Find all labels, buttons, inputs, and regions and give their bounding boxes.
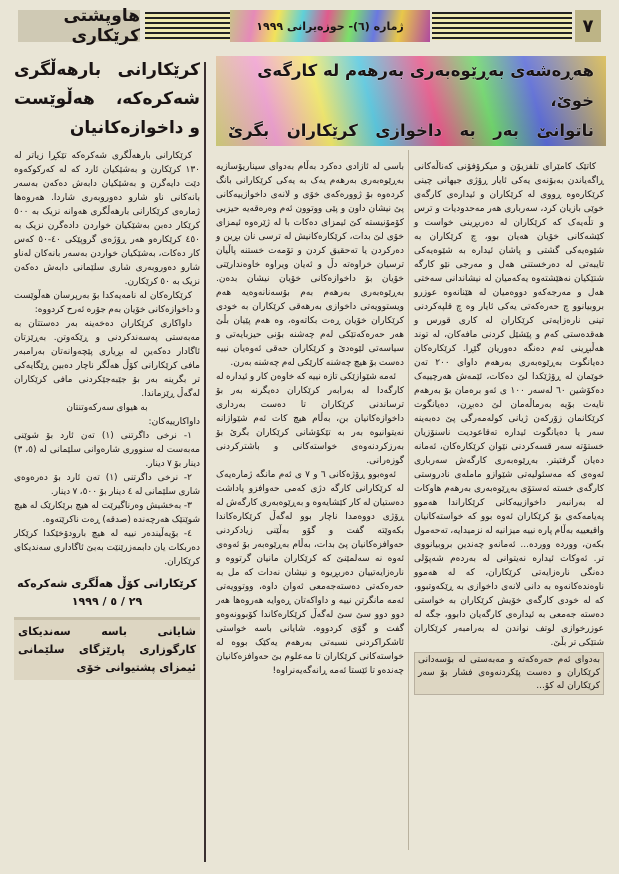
continuation-box: بەدوای ئەم حەرەکەتە و مەبەستی لە بۆسەدانی کرێکاران و دەست پێکردنەوەی فشار بۆ سەر کرێکاران لە کۆ... [414,652,604,695]
paragraph: کرێکارەکان لە نامەیەکدا بۆ بەرپرسان هەڵوێست و داخوازەکانی خۆیان بەم جۆرە ئەرح کردووە: [14,291,200,315]
demand-item: ١- نرخی داگرتنی (١) تەن ئارد بۆ شوێنی مەبەست لە سنووری شارەوانی سلێمانی لە (٥، ٣) دینار بۆ ٧ دینار. [14,431,201,469]
page-number: ٧ [575,10,601,42]
header-stripes-decoration [432,12,572,40]
demand-item: ٤- بۆیەڵیندەر نییە لە هیچ بارودۆخێکدا کرێکار دەربکات یان دابمەزرێنێت بەبێ ئاگاداری سەندیکای کرێکاران. [14,529,200,567]
right-column [414,160,604,695]
left-article-title: کرێکارانی بارهەڵگری شەکرەکە، هەڵوێست و داخوازەکانیان [14,60,200,138]
signature-block [14,575,200,611]
paragraph: ئەوەبوو ڕۆژەکانی ٦ و ٧ ی ئەم مانگە ژمارەیەک لە کرێکارانی کارگە دژی کەمی حەوافزو پاداشت دەستیان لە کار کێشایەوە و بەڕێوەبەری کارگەش لە ڕۆژی دووەمدا ناچار بوو لەگەڵ کرێکارەکاندا بکەوێتە گفت و گۆو بەڵێنی زیادکردنی حەوافزەکانیان پێ بدات، بەڵام بەڕێوەبەر بۆ ئەوەی ئەوە نە سەلمێنێ کە کرێکاران مانیان گرتووە و نارەزایەتییان دەربڕیوە و نیشان نەدات کە مل بە حەرەکەتی دەستەجەمعی ئەوان داوە، ووتوویەتی ئەمە مانگرتن نییە و داواکەتان ڕەوایە هەروەها هەر دوو دوو سێ سێ لەگەڵ کرێکارەکاندا کۆبوونەوەو گفت و گۆی کردووە. شایانی باسە خواستی ئاشکراکردنی نسبەتی بەرهەم یەکێک بووە لە خواستەکانی کرێکاران تا مەعلوم بێ حەوافزەکانیان چەندەو تا ئێستا ئەمە ڕانەگەیەنراوە! [216,470,404,676]
section-title: هاوپشتی کرێکاری [18,10,140,42]
header-stripes-decoration [145,12,230,40]
issue-label: ژماره (٦)- حوزەیرانی ١٩٩٩ [230,10,430,42]
left-article [14,56,200,680]
paragraph: کرێکارانی بارهەڵگری شەکرەکە تێکڕا زیاتر لە ١٣٠ کرێکارن و بەشێکیان ئارد کە لە کەرکوکەوە دێت دایەگرن و بەشێکیان دابەش دەکەن بەسەر بانەکانی ناو شارو دەوروبەری شاردا. هەروەها ژمارەی کرێکارانی بارهەڵگری هەوانە نزیک بە ٥٠٠ کرێکار دەبن بەشێکیان خواردن دادەگرن نزیک بە ٤٥٠ کرێکارەو هەر ڕۆژەی گروپێکی ٤٠-٥٠ کەس کار دەکات، بەشێکیان خواردن بەسەر بانەکان لەناو شارو دەوروبەری شاری سلێمانی دابەش دەکەن نزیک بە ٥٠ کرێکارن. [14,151,200,287]
demand-item: ٣- بەخشیش وەرناگیرێت لە هیچ برێکارێک لە هیچ شوێنێک هەرچەندە (صدقە) ڕەت ناکرێتەوە. [14,501,200,525]
left-article-body [14,149,200,569]
paragraph: باسی لە ئازادی دەکرد بەڵام بەدوای سیناریۆسازیە بەڕێوەبەری بەرهەم یەک بە یەکی کرێکارانی بانگ کردەوە بۆ ژوورەکەی خۆی و لانەی داخوازییەکانی پێ نیشان داون و پێی ووتوون ئەم وەرەقەیە حیزبی کۆمۆنیستە کێ ئیمزای دەکات با لە ژێرەوە ئیمزای خۆی لێ بدات، کرێکارەکانیش لە ترسی نان بڕین و دەرکردن یا تەحقیق کردن و تۆمەت خستنە پاڵیان ترسیان خراوەتە دڵ و ئەیان ویراوە خاوەندارێتی خۆیان بۆ داخوازەکانی خۆیان نیشان بدەن. بەڕێوەبەری بەرهەم بەم بۆسەنانەوەیە هەم ویستوویەتی داخوازی بەرهەقی کرێکاران بە خودی کرێکاران خۆیان ڕەت بکاتەوە، وە هەم پێیان بڵێ هەر حەرەکەتێکی لەم چەشنە بۆنی حیزبایەتی و سیاسەتی لێوەدێ و کرێکاران حەقی ئەوەیان نییە دەست بۆ هیچ چەشنە کارێکی لەم چەشنە بەرن. [216,162,404,368]
note-box: شایانی باسە سەندیکای کارگوزاری پارێزگای سلێمانی ئیمزای پشتیوانی خۆی [14,617,200,680]
paragraph: ئەمە شێوازێکی تازە نییە کە خاوەن کار و ئیدارە لە کارگەدا لە بەرابەر کرێکاران دەیگرنە بەر بۆ ترساندنی کرێکاران تا دەست بەرداری داخوازەکانیان بن، بەڵام هیچ کات ئەم شێوازانە نەیتوانیوە بەر بە تێکۆشانی کرێکاران بگرێ بۆ بەرزکردنەوەی خواستەکانی و باشترکردنی گوزەرانی. [216,372,404,466]
middle-column-body [216,160,404,678]
headline [216,56,606,146]
demands-heading: داواکارییەکان: [148,417,200,427]
closing-line: بە هیوای سەرکەوتنتان [66,403,148,413]
right-column-body [414,160,604,650]
column-divider [408,150,409,850]
headline-line-1: هەڕەشەی بەڕێوەبەری بەرهەم لە کارگەی خوێ، [257,61,594,110]
signature: کرێکارانی کۆڵ هەڵگری شەکرەکە [17,577,197,590]
column-divider [204,62,206,862]
date: ٢٩ / ٥ / ١٩٩٩ [71,595,143,608]
paragraph: داواکاری کرێکاران دەخەینە بەر دەستتان بە مەبەستی پەسەندکردنی و ڕێکەوتن. بەڕێزتان ئاگادار دەکەین لە بڕیاری پێچەوانەتان بەرامبەر مافی کرێکارانی کۆڵ هەڵگر ناچار دەبین ڕێگایەکی تر بگرینە بەر بۆ جێبەجێکردنی مافی کرێکاران لەگەڵ ڕێزماندا. [14,319,200,399]
headline-line-2: ناتوانێ بەر بە داخوازی کرێکاران بگرێ [228,121,594,140]
demand-item: ٢- نرخی داگرتنی (١) تەن ئارد بۆ دەرەوەی شاری سلێمانی لە ٤ دینار بۆ ٥٠٠، ٧ دینار. [14,473,200,497]
paragraph: کاتێک کامێرای تلفزیۆن و میکرۆفۆنی کەناڵەکانی ڕاگەیاندن بەبۆنەی یەکی ئایار ڕۆژی جیهانی چینی کرێکارەوە ڕووی لە کرێکاران و ئیدارەی کارگەی خوێی بازیان کرد، سەرباری هەر مەحدودیات و ترس و تڵەیەک کە کرێکاران لە دەربڕینی خواست و کێشەکانی خۆیان هەیان بوو، چ کرێکاران بە شێوەیەکی گشتی و پاشان ئیدارە بە شێوەیەکی تایبەتی لە دەرخستنی هەل و مەرجی نێو کارگە شتێکیان نەهێشتەوە یەکەمیان لە نیشاندانی سەختی هەل و مەرجەکەو دووەمیان لە هێنانەوە عوزرو بروبیانوو چ حەرەکەتی یەکی ئایار وە چ قلپەکردنی تینی نارەزایەتی کرێکاران لە کاری قورس و هەقدەستی کەم و پێشێل کردنی مافەکان، لە توند هەڵبڕینی ئەم دەنگە دەوریان گێڕا. کرێکارەکان دەیانگوت بەڕێوەبەری بەرهەم داوای ٢٠٠ تەن خوێمان لە ڕۆژێکدا لێ دەکات، ئێمەش هەرچییەک دەکۆشین ٦٠ لەسەر ١٠٠ ی ئەو برەمان بۆ بەرهەم نایەت بۆیە بەرماڵەمان لێ دەبڕن، دەیانگوت کرێکانمان زۆرکەن ژیانی کولەمەرگی پێ دەبەینە سەر یا دەیانگوت ئیدارە تەقاعودیت ناسنۆزیان خستۆتە سەر قسەکردنی نێوان کرێکارەکان، ئەمانە دەیان گرفتیتر. بەڕێوەبەری کارگەش سەرباری ئەوەی کە مەسئولیەتی شێوازو ماملەی نادروستی کارگەی خستە ئەستۆی بەڕێوەبەری بەرهەم هاوکات لە بەرانبەر داخوازییەکانی کرێکاراندا هەموو پەیامەکەی بۆ کرێکاران ئەوە بوو کە خواستەکانیان واقیعییە بەڵام پارە نییە میزانیە لە نزمیدایە، تەحەمول بکەن، وورده وورده... ئەمانەو چەندین بروبیانووی تر. ئەوکات ئیدارە نەیتوانی لە بەردەم شەپۆلی دەنگی نارەزایەتی کرێکاران، کە لە هەموو ناوەندەکانەوە بە دانی لانەی داخوازی بە ڕێکەوتبوو، کە لە خودی کارگەی خۆیش کرێکاران بە خواستی دەستە جەمعی بە ئیدارەی کارگەیان دابوو، جگە لە عوزرخوازی لوتف نواندن لە بەرامبەر کرێکاران شتێکی تر بڵێ. [414,162,604,648]
